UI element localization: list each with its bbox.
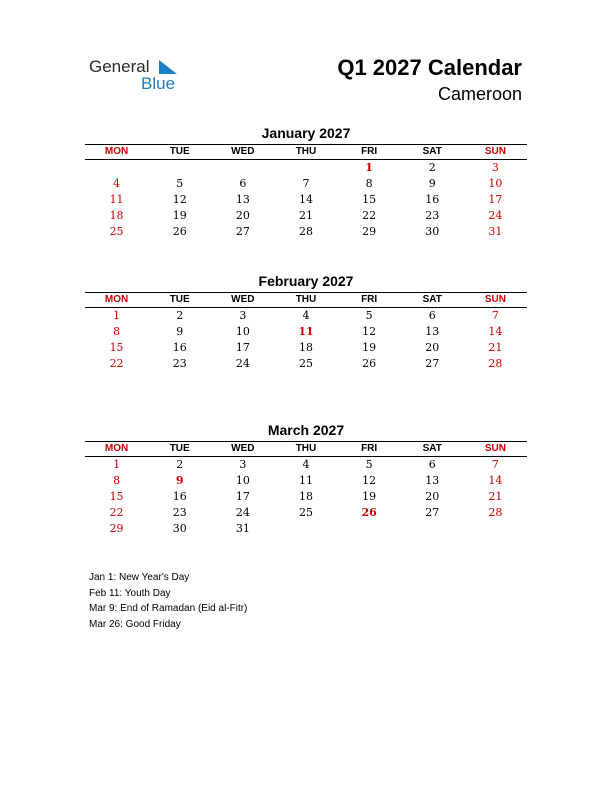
holiday-note: Jan 1: New Year's Day	[89, 572, 190, 583]
logo-general-text: General	[89, 57, 150, 76]
day-cell: 12	[362, 474, 377, 487]
day-cell: 6	[428, 458, 436, 471]
weekday-label: MON	[104, 294, 129, 305]
holiday-day-cell: 9	[175, 474, 184, 487]
day-cell: 20	[235, 209, 250, 222]
weekday-label: SUN	[484, 443, 506, 454]
month-title: March 2027	[267, 422, 345, 438]
weekday-label: FRI	[361, 294, 378, 305]
day-cell: 7	[491, 309, 499, 322]
day-cell: 2	[176, 458, 184, 471]
day-cell: 13	[235, 193, 250, 206]
weekday-label: THU	[295, 294, 317, 305]
week-row	[85, 176, 527, 192]
month-grid	[85, 308, 527, 372]
holiday-notes	[89, 570, 247, 632]
weekday-label: SUN	[484, 146, 506, 157]
day-cell: 10	[488, 177, 503, 190]
week-row	[85, 160, 527, 176]
day-cell: 19	[362, 490, 377, 503]
day-cell: 24	[235, 357, 250, 370]
weekday-label: THU	[295, 146, 317, 157]
week-row	[85, 224, 527, 240]
day-cell: 22	[362, 209, 377, 222]
day-cell: 28	[298, 225, 313, 238]
day-cell: 27	[235, 225, 250, 238]
week-row	[85, 340, 527, 356]
day-cell: 26	[362, 357, 377, 370]
day-cell: 3	[239, 458, 247, 471]
day-cell: 17	[235, 490, 250, 503]
day-cell	[85, 160, 148, 176]
day-cell	[464, 521, 527, 537]
week-row	[85, 457, 527, 473]
day-cell: 17	[488, 193, 503, 206]
day-cell: 28	[488, 357, 503, 370]
week-row	[85, 473, 527, 489]
day-cell: 17	[235, 341, 250, 354]
week-row	[85, 356, 527, 372]
weekday-header	[85, 144, 527, 160]
day-cell	[274, 160, 337, 176]
day-cell: 11	[298, 474, 313, 487]
day-cell: 25	[298, 506, 313, 519]
day-cell: 28	[488, 506, 503, 519]
weekday-label: TUE	[169, 294, 190, 305]
weekday-label: FRI	[361, 443, 378, 454]
month-title: January 2027	[261, 125, 351, 141]
day-cell: 4	[302, 458, 310, 471]
day-cell: 3	[239, 309, 247, 322]
day-cell: 5	[365, 309, 373, 322]
day-cell: 19	[172, 209, 187, 222]
logo	[89, 57, 189, 93]
day-cell: 18	[109, 209, 124, 222]
day-cell: 21	[488, 341, 503, 354]
logo-triangle-icon	[156, 59, 178, 75]
day-cell: 4	[113, 177, 121, 190]
weekday-label: WED	[231, 294, 255, 305]
day-cell: 30	[172, 522, 187, 535]
holiday-day-cell: 26	[361, 506, 377, 519]
day-cell: 31	[235, 522, 250, 535]
holiday-day-cell: 11	[298, 325, 314, 338]
week-row	[85, 521, 527, 537]
day-cell: 10	[235, 474, 250, 487]
day-cell: 24	[488, 209, 503, 222]
day-cell: 19	[362, 341, 377, 354]
day-cell: 8	[113, 325, 121, 338]
day-cell: 20	[425, 341, 440, 354]
week-row	[85, 489, 527, 505]
weekday-label: SAT	[422, 294, 442, 305]
day-cell: 1	[113, 309, 121, 322]
day-cell	[211, 160, 274, 176]
day-cell: 12	[172, 193, 187, 206]
day-cell: 5	[365, 458, 373, 471]
day-cell: 23	[172, 357, 187, 370]
day-cell: 14	[488, 474, 503, 487]
month-grid	[85, 160, 527, 240]
day-cell: 23	[425, 209, 440, 222]
day-cell: 22	[109, 357, 124, 370]
day-cell: 27	[425, 357, 440, 370]
month-february	[85, 272, 527, 372]
day-cell: 7	[302, 177, 310, 190]
day-cell: 31	[488, 225, 503, 238]
week-row	[85, 308, 527, 324]
day-cell: 9	[428, 177, 436, 190]
day-cell: 21	[298, 209, 313, 222]
day-cell: 16	[172, 341, 187, 354]
day-cell: 14	[488, 325, 503, 338]
holiday-note: Feb 11: Youth Day	[89, 587, 171, 599]
day-cell: 16	[172, 490, 187, 503]
weekday-label: WED	[231, 146, 255, 157]
week-row	[85, 324, 527, 340]
day-cell: 23	[172, 506, 187, 519]
country-subtitle: Cameroon	[437, 84, 522, 104]
week-row	[85, 505, 527, 521]
day-cell: 22	[109, 506, 124, 519]
day-cell: 11	[109, 193, 124, 206]
day-cell: 10	[235, 325, 250, 338]
day-cell: 21	[488, 490, 503, 503]
day-cell: 25	[298, 357, 313, 370]
day-cell: 30	[425, 225, 440, 238]
day-cell: 13	[425, 325, 440, 338]
day-cell: 15	[109, 490, 124, 503]
day-cell: 1	[113, 458, 121, 471]
day-cell: 18	[298, 490, 313, 503]
logo-blue-text: Blue	[141, 74, 176, 93]
holiday-note: Mar 9: End of Ramadan (Eid al-Fitr)	[89, 603, 248, 614]
weekday-header	[85, 292, 527, 308]
day-cell: 6	[239, 177, 247, 190]
weekday-label: WED	[231, 443, 255, 454]
day-cell: 2	[428, 161, 436, 174]
weekday-label: SAT	[422, 146, 442, 157]
day-cell: 12	[362, 325, 377, 338]
day-cell: 25	[109, 225, 124, 238]
day-cell: 3	[491, 161, 499, 174]
day-cell: 4	[302, 309, 310, 322]
day-cell: 8	[365, 177, 373, 190]
day-cell: 6	[428, 309, 436, 322]
day-cell: 15	[109, 341, 124, 354]
day-cell: 8	[113, 474, 121, 487]
holiday-note: Mar 26: Good Friday	[89, 618, 181, 630]
weekday-label: THU	[295, 443, 317, 454]
day-cell: 14	[298, 193, 313, 206]
day-cell: 13	[425, 474, 440, 487]
month-march	[85, 421, 527, 537]
day-cell: 2	[176, 309, 184, 322]
weekday-label: SAT	[422, 443, 442, 454]
holiday-day-cell: 1	[365, 161, 373, 174]
day-cell	[148, 160, 211, 176]
day-cell: 9	[176, 325, 184, 338]
weekday-label: TUE	[169, 146, 190, 157]
weekday-label: FRI	[361, 146, 378, 157]
day-cell: 7	[491, 458, 499, 471]
week-row	[85, 208, 527, 224]
weekday-header	[85, 441, 527, 457]
month-title: February 2027	[258, 273, 354, 289]
day-cell: 29	[109, 522, 124, 535]
weekday-label: SUN	[484, 294, 506, 305]
day-cell: 27	[425, 506, 440, 519]
weekday-label: TUE	[169, 443, 190, 454]
day-cell: 20	[425, 490, 440, 503]
week-row	[85, 192, 527, 208]
weekday-label: MON	[104, 443, 129, 454]
weekday-label: MON	[104, 146, 129, 157]
day-cell: 29	[362, 225, 377, 238]
day-cell: 15	[362, 193, 377, 206]
day-cell: 26	[172, 225, 187, 238]
day-cell	[274, 521, 337, 537]
day-cell: 5	[176, 177, 184, 190]
day-cell: 24	[235, 506, 250, 519]
day-cell	[338, 521, 401, 537]
day-cell: 18	[298, 341, 313, 354]
month-grid	[85, 457, 527, 537]
day-cell	[401, 521, 464, 537]
day-cell: 16	[425, 193, 440, 206]
page-title: Q1 2027 Calendar	[337, 55, 522, 80]
month-january	[85, 124, 527, 240]
